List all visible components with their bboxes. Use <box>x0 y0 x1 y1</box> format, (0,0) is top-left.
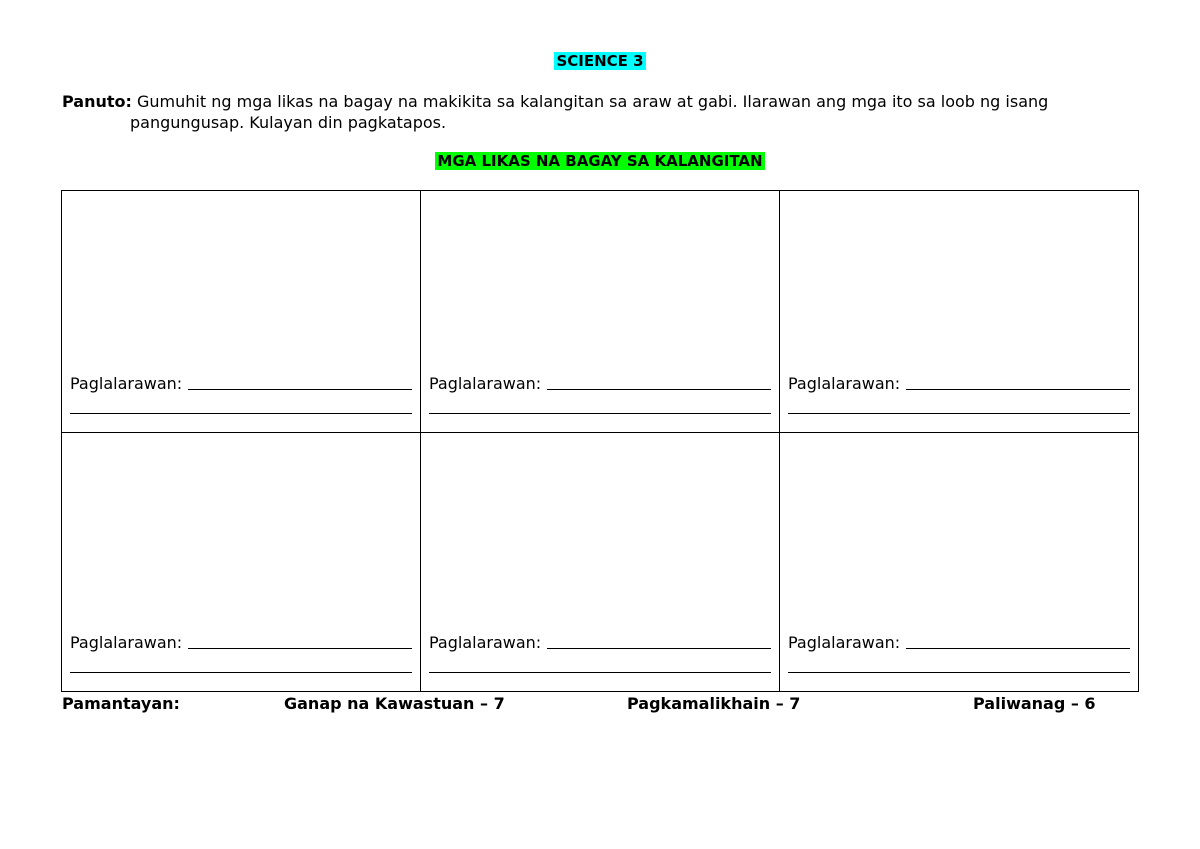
drawing-grid <box>61 190 1139 692</box>
drawing-cell-6[interactable] <box>780 433 1138 691</box>
description-label: Paglalarawan: <box>70 633 183 652</box>
worksheet-title <box>0 52 1200 70</box>
section-subtitle <box>0 152 1200 170</box>
description-label: Paglalarawan: <box>70 374 183 393</box>
section-subtitle-text: MGA LIKAS NA BAGAY SA KALANGITAN <box>437 152 763 170</box>
instructions-text-line1: Gumuhit ng mga likas na bagay na makikita sa kalangitan sa araw at gabi. Ilarawan ang mga ito sa loob ng isang <box>137 92 1049 111</box>
description-area <box>70 630 412 673</box>
rubric-footer <box>62 694 1142 716</box>
description-blank-line[interactable] <box>188 373 412 390</box>
description-label: Paglalarawan: <box>429 633 542 652</box>
description-area <box>70 371 412 414</box>
description-second-line[interactable] <box>70 393 412 414</box>
description-second-line[interactable] <box>429 393 771 414</box>
description-label: Paglalarawan: <box>429 374 542 393</box>
rubric-label: Pamantayan: <box>62 694 180 713</box>
description-label: Paglalarawan: <box>788 633 901 652</box>
description-second-line[interactable] <box>70 652 412 673</box>
description-area <box>788 630 1130 673</box>
rubric-criterion-creativity: Pagkamalikhain – 7 <box>627 694 801 713</box>
worksheet-title-text: SCIENCE 3 <box>556 52 644 70</box>
drawing-cell-1[interactable] <box>62 191 421 433</box>
instructions-label: Panuto: <box>62 92 132 111</box>
description-blank-line[interactable] <box>906 373 1130 390</box>
drawing-cell-3[interactable] <box>780 191 1138 433</box>
description-label: Paglalarawan: <box>788 374 901 393</box>
description-blank-line[interactable] <box>906 632 1130 649</box>
drawing-cell-2[interactable] <box>421 191 780 433</box>
rubric-criterion-accuracy: Ganap na Kawastuan – 7 <box>284 694 505 713</box>
description-blank-line[interactable] <box>547 373 771 390</box>
instructions-text-line2: pangungusap. Kulayan din pagkatapos. <box>130 113 447 132</box>
description-area <box>429 630 771 673</box>
description-area <box>788 371 1130 414</box>
drawing-cell-4[interactable] <box>62 433 421 691</box>
rubric-criterion-explanation: Paliwanag – 6 <box>973 694 1096 713</box>
description-second-line[interactable] <box>429 652 771 673</box>
description-second-line[interactable] <box>788 393 1130 414</box>
description-area <box>429 371 771 414</box>
description-blank-line[interactable] <box>547 632 771 649</box>
instructions <box>62 91 1142 133</box>
description-second-line[interactable] <box>788 652 1130 673</box>
drawing-cell-5[interactable] <box>421 433 780 691</box>
description-blank-line[interactable] <box>188 632 412 649</box>
